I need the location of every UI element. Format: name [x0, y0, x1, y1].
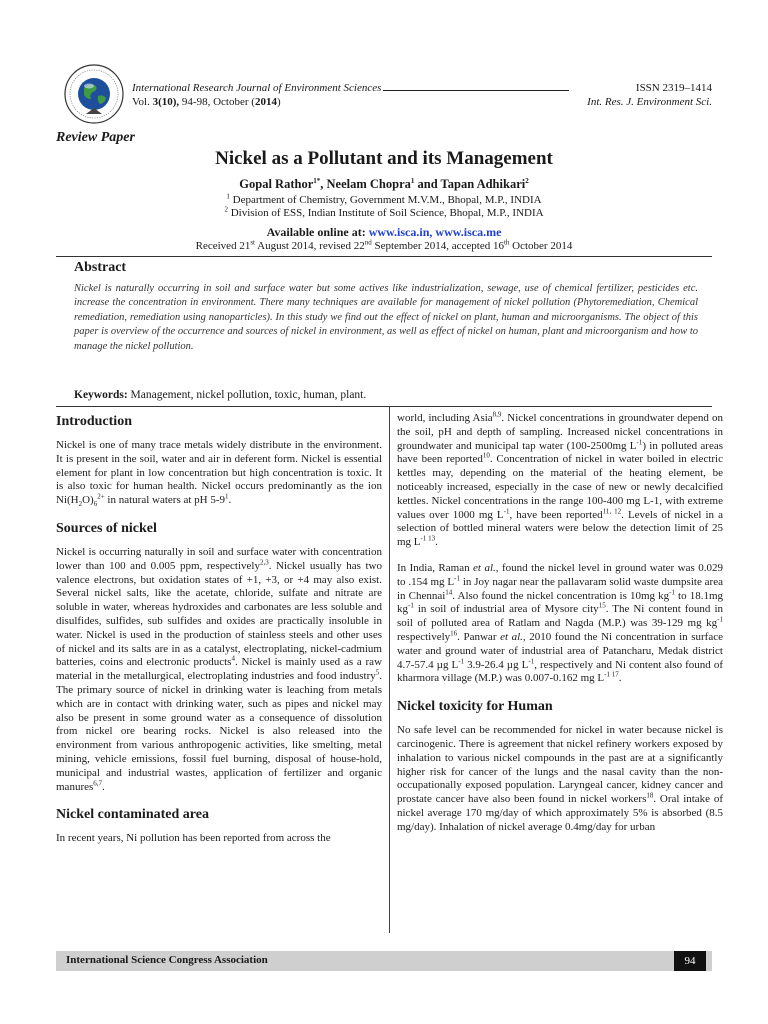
divider [56, 406, 712, 407]
left-column [56, 413, 382, 846]
right-column [397, 412, 723, 835]
year: 2014 [254, 96, 277, 108]
contaminated-paragraph: In recent years, Ni pollution has been reported from across the [56, 832, 331, 845]
keywords: Keywords: Management, nickel pollution, toxic, human, plant. [74, 389, 367, 401]
author-list: Gopal Rathor$^{1*}$, Neelam Chopra$^1$ and Tapan Adhikari$^2$ [239, 176, 529, 191]
affiliation-2: $^2$ Division of ESS, Indian Institute of Soil Science, Bhopal, M.P., INDIA [224, 205, 544, 219]
isca-in-link[interactable]: www.isca.in [368, 225, 430, 239]
available-online: Available online at: www.isca.in, www.isca.me [266, 225, 502, 239]
paper-title: Nickel as a Pollutant and its Management [215, 148, 553, 169]
issn: ISSN 2319–1414 [635, 82, 712, 94]
groundwater-paragraph: world, including Asia$^{8,9}$. Nickel concentrations in groundwater depend on the soil, pH and depth of sampling. Increased nickel concentrations in groundwater and municipal tap water (100-2500mg $L^{-1}$) in polluted areas have been reported$^{10}$. Concentration of nickel in water boiled in electric kettles may, depending on the material of the heating element, be noticeably increased, especially in the case of new or newly decalcified kettles. Nickel concentrations in the range 100-400 mg L-1, with extreme values over 1000 mg $L^{-1}$, have been reported$^{11, 12}$. Levels of nickel in a selection of bottled mineral waters were below the detection limit of 25 mg $L^{-1 13}$. [397, 410, 723, 549]
isca-me-link[interactable]: www.isca.me [435, 225, 502, 239]
page-number: 94 [674, 951, 706, 971]
pages: 94-98, October ( [179, 96, 255, 108]
footer-organization: International Science Congress Association [66, 954, 268, 966]
received-dates: Received 21st August 2014, revised 22nd September 2014, accepted 16th October 2014 [195, 238, 573, 252]
page-footer [56, 951, 712, 971]
sources-paragraph: Nickel is occurring naturally in soil and surface water with concentration lower than 100 and 0.005 ppm, respectively$^{2,3}$. Nickel usually has two valence electrons, but oxidation states of +1, +3, or +4 may also exist. Several nickel salts, like the acetate, chloride, sulfate and nitrate are soluble in water, whereas hydroxides and carbonates are less soluble and disulfides, sulfides, sub sulfides and oxides are practically insoluble in water. Nickel is used in the production of stainless steels and other uses of nickel and its salts are in as a catalyst, electroplating, nickel-cadmium batteries, coins and electronic products$^4$. Nickel is mainly used as a raw material in the metallurgical, electroplating industries and food industry$^5$. The primary source of nickel in drinking water is leaching from metals which are in contact with drinking water, such as pipes and nickel may also be present in some ground water as a consequence of dissolution from nickel ore bearing rocks. Nickel is also released into the environment from various anthropogenic activities, like smelting, metal mining, vehicle emissions, fossil fuel burning, disposal of house-hold, municipal and industrial wastes, application of fertilizer and organic manures$^{6,7}$. [56, 545, 383, 793]
header-rule [383, 82, 569, 91]
section-heading-introduction: Introduction [56, 414, 132, 429]
section-heading-toxicity: Nickel toxicity for Human [397, 699, 553, 715]
journal-name: International Research Journal of Environment Sciences [132, 82, 382, 94]
abstract-heading: Abstract [74, 260, 127, 275]
journal-header [132, 82, 712, 94]
journal-short-name: Int. Res. J. Environment Sci. [587, 96, 712, 108]
toxicity-paragraph: No safe level can be recommended for nickel in water because nickel is carcinogenic. There is agreement that nickel refinery workers exposed by inhalation to various nickel compounds in the past are at a significantly higher risk for cancer of the lungs and the nasal cavity than the non-occupationally exposed population. Laryngeal cancer, kidney cancer and prostate cancer have also been found in nickel workers$^{18}$. Oral intake of nickel average 170 mg/day of which approximately 5% is absorbed (8.5 mg/day). Inhalation of nickel average 0.4mg/day for urban [397, 724, 723, 833]
affiliation-1: $^1$ Department of Chemistry, Government M.V.M., Bhopal, M.P., INDIA [226, 192, 542, 206]
section-heading-contaminated-area: Nickel contaminated area [56, 807, 209, 823]
journal-volume-line: Vol. 3(10), 94-98, October (2014) Int. Res. J. Environment Sci. [132, 96, 712, 108]
intro-paragraph: Nickel is one of many trace metals widely distribute in the environment. It is present in the soil, water and air in deferent form. Nickel is essential element for plant in low concentration but high concentration is toxic. It is also toxic for human health. Nickel occurs predominantly as the ion $Ni(H_2O)_6^{2+}$ in natural waters at pH $5-9^1$. [56, 439, 382, 509]
column-divider [389, 407, 390, 933]
abstract-text: Nickel is naturally occurring in soil and surface water but some actives like industrialization, sewage, use of chemical fertilizer, pesticides etc. increase the concentration in environment. There many techniques are available for management of nickel pollution (Phytoremediation, Chemical remediation, remediation using nanoparticles). In this study we find out the effect of nickel on plant, human and microorganisms. The object of this paper is overview of the occurrence and sources of nickel in environment, as well as effect of nickel on human, plant and microorganism and how to manage the nickel pollution. [74, 283, 698, 352]
isca-globe-logo-icon [64, 64, 124, 124]
volume: 3(10), [152, 96, 180, 108]
india-paragraph: In India, Raman et al., found the nickel level in ground water was 0.029 to .154 mg $L^{-1}$ in Joy nagar near the pallavaram solid waste dumpsite area in Chennai$^{14}$. Also found the nickel concentration is 10mg $kg^{-1}$ to 18.1mg $kg^{-1}$ in soil of industrial area of Mysore city$^{15}$. The Ni content found in soil of polluted area of Ratlam and Nagda (M.P.) was 39-129 mg $kg^{-1}$ respectively$^{16}$. Panwar et al., 2010 found the Ni concentration in surface water and ground water of industrial area of Patancharu, Medak district 4.7-57.4 µg $L^{-1}$ 3.9-26.4 µg $L^{-1}$, respectively and Ni content also found of kharmora village (M.P.) was 0.007-0.162 mg $L^{-1 17}$. [397, 561, 723, 685]
paper-type: Review Paper [56, 130, 135, 145]
divider [56, 256, 712, 257]
section-heading-sources: Sources of nickel [56, 520, 157, 536]
